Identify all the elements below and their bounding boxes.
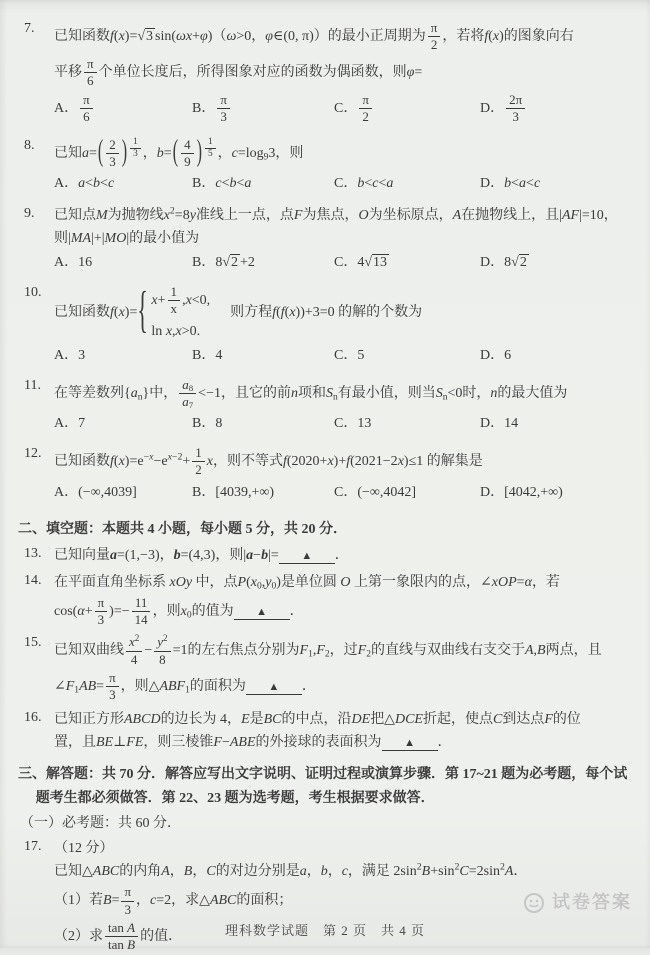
answer-blank: ▲	[246, 681, 302, 695]
option-A: A．16	[54, 255, 93, 271]
question-line: 平移 $\frac{\pi}{6}$ 个单位长度后，所得图象对应的函数为偶函数，则φ=	[54, 55, 423, 88]
options-row	[54, 252, 638, 273]
question-11	[14, 375, 638, 442]
page-footer: 理科数学试题 第 2 页 共 4 页	[224, 922, 425, 938]
option-B: B．8√2 +2	[192, 255, 255, 271]
option-B: B．[4039,+∞)	[192, 484, 275, 500]
question-9	[14, 203, 638, 280]
question-line: 已知正方形ABCD的边长为 4，E是BC的中点，沿DE把△DCE折起，使点C到达点F的位	[54, 712, 581, 728]
question-line: （12 分）	[54, 841, 114, 857]
option-C: C．b<c<a	[334, 176, 394, 192]
question-15	[14, 632, 638, 705]
section-note: （一）必考题：共 60 分．	[20, 816, 181, 832]
option-A: A．7	[54, 416, 86, 432]
question-line: 已知a= ( $\frac{2}{3}$ ) $^{\frac{1}{3}}$ ，b= ( $\frac{4}{9}$ ) $^{\frac{1}{5}}$ ，$c=\log_93$，则	[54, 136, 304, 169]
question-line: 则|MA|+|MO|的最小值为	[54, 231, 200, 247]
watermark	[522, 889, 632, 916]
question-line: （1）若B= $\frac{\pi}{3}$ ，c=2，求△ABC的面积；	[54, 884, 293, 917]
options-row	[54, 413, 638, 434]
question-8	[14, 135, 638, 202]
question-number: 11.	[24, 377, 41, 393]
option-B: B．4	[192, 347, 223, 363]
option-C: C．(−∞,4042]	[334, 484, 417, 500]
watermark-text: 试卷答案	[552, 892, 632, 912]
options-row	[54, 173, 638, 194]
question-line: 已知点M为抛物线$x^2=8y$准线上一点，点F为焦点，O为坐标原点，A在抛物线上，且|AF|=10，	[54, 205, 618, 224]
question-line: 在平面直角坐标系 xOy 中，点$P(x_0,y_0)$是单位圆 O 上第一象限内的点，∠xOP=α，若	[54, 574, 560, 592]
question-line: $\angle F_1AB=$ $\frac{\pi}{3}$ ，则$\triangle ABF_1$的面积为 ▲ ．	[54, 669, 316, 703]
options-row	[54, 482, 638, 503]
option-D: D．14	[480, 416, 519, 432]
question-14	[14, 570, 638, 631]
option-D: D． $\frac{2\pi}{3}$	[480, 92, 638, 126]
question-line: 已知双曲线 $\frac{x^2}{4}$ − $\frac{y^2}{8}$ =1的左右焦点分别为$F_1,F_2$，过$F_2$的直线与双曲线右支交于A,B两点，且	[54, 633, 602, 667]
options-row	[54, 92, 638, 126]
answer-blank: ▲	[279, 550, 335, 564]
option-A: A．(−∞,4039]	[54, 484, 137, 500]
exam-body	[14, 18, 638, 955]
option-D: D．[4042,+∞)	[480, 484, 563, 500]
option-C: C．13	[334, 416, 372, 432]
question-line: cos(α+ $\frac{\pi}{3}$ )=− $\frac{11}{14}$ ，则$x_0$的值为 ▲ ．	[54, 594, 304, 627]
option-D: D．b<a<c	[480, 176, 541, 192]
option-D: D．8√2	[480, 255, 527, 271]
question-number: 12.	[24, 446, 42, 462]
question-line: 已知函数f(x)=√3 sin(ωx+φ)（ω>0，φ∈(0, π)）的最小正周期为 $\frac{\pi}{2}$ ，若将f(x)的图象向右	[54, 20, 574, 53]
option-D: D．6	[480, 347, 512, 363]
option-A: A．3	[54, 347, 86, 363]
section-header: 二、填空题：本题共 4 小题，每小题 5 分，共 20 分．	[18, 521, 347, 537]
option-B: B．8	[192, 416, 223, 432]
question-13	[14, 543, 638, 568]
question-line: 置，且BE⊥FE，则三棱锥F−ABE的外接球的表面积为 ▲ ．	[54, 735, 452, 751]
question-number: 9.	[24, 206, 35, 222]
question-number: 16.	[24, 710, 42, 726]
option-B: B． $\frac{\pi}{3}$	[192, 92, 334, 126]
question-16	[14, 707, 638, 755]
question-12	[14, 443, 638, 510]
question-line: 已知向量a=(1,−3)，b=(4,3)，则|a−b|= ▲ ．	[54, 547, 349, 563]
question-7	[14, 18, 638, 133]
question-number: 13.	[24, 545, 42, 561]
question-number: 17.	[24, 839, 42, 855]
question-number: 14.	[24, 572, 42, 588]
answer-blank: ▲	[234, 606, 290, 620]
question-number: 10.	[24, 285, 42, 301]
question-10	[14, 282, 638, 373]
option-C: C． $\frac{\pi}{2}$	[334, 92, 480, 126]
option-B: B．c<b<a	[192, 176, 252, 192]
answer-blank: ▲	[382, 737, 438, 751]
smiley-logo-icon	[522, 891, 546, 915]
question-line: 已知函数$f(x)=e^{-x}-e^{x-2}+$ $\frac{1}{2}$ x，则不等式f(2020+x)+f(2021−2x)≤1 的解集是	[54, 445, 483, 478]
option-A: A．a<b<c	[54, 176, 115, 192]
question-number: 7.	[24, 21, 35, 36]
question-line: （2）求 $\frac{\text{tan A}}{\text{tan B}}$ 的值．	[54, 919, 183, 953]
option-C: C．4√13	[334, 255, 388, 271]
question-line: 在等差数列$\{a_n\}$中， $\frac{a_8}{a_7}$ <−1，且它的前n项和$S_n$有最小值，则当$S_n<0$时，n的最大值为	[54, 376, 568, 411]
question-line: 已知函数f(x)= { x+ $\frac{1}{x}$ ,x<0, ln x,x>0. 则方程f(f(x))+3=0 的解的个数为	[54, 282, 423, 340]
option-A: A． $\frac{\pi}{6}$	[54, 92, 192, 126]
question-number: 15.	[24, 635, 42, 651]
section-header: 三、解答题：共 70 分．解答应写出文字说明、证明过程或演算步骤．第 17~21 题为必考题，每个试	[18, 767, 628, 783]
question-line: 已知△ABC的内角A，B，C的对边分别是a，b，c，满足 $2\sin^2B+\sin^2C=2\sin^2A$．	[54, 861, 528, 880]
option-C: C．5	[334, 347, 365, 363]
section-header: 题考生都必须做答．第 22、23 题为选考题，考生根据要求做答．	[35, 791, 435, 807]
question-number: 8.	[24, 137, 35, 153]
